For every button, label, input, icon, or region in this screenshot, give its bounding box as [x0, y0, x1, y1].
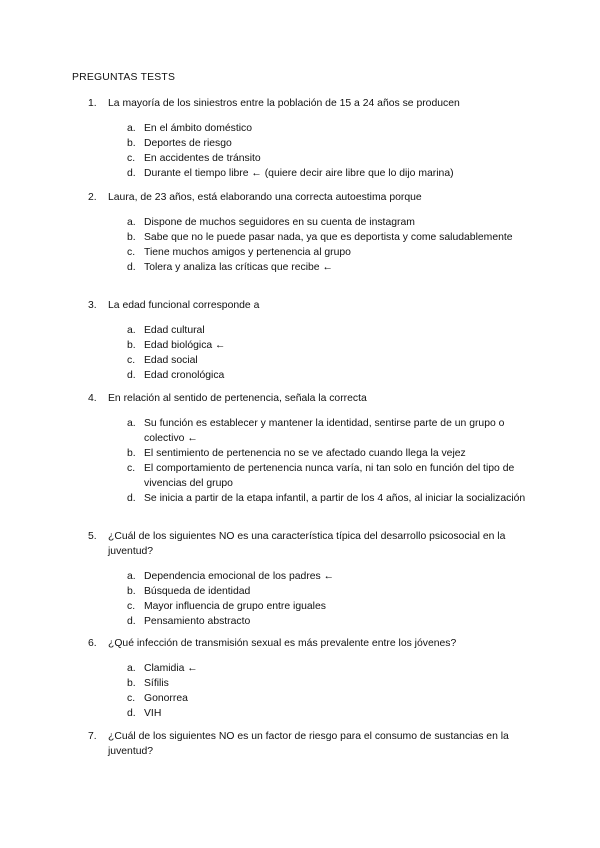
question-6	[0, 636, 600, 721]
question-7	[0, 729, 600, 759]
option-letter: b.	[127, 448, 136, 459]
option-item	[0, 353, 600, 368]
option-item	[0, 136, 600, 151]
option-text: Búsqueda de identidad	[144, 586, 251, 597]
option-letter: c.	[127, 153, 136, 164]
option-text: Mayor influencia de grupo entre iguales	[144, 601, 326, 612]
option-text: Sífilis	[144, 678, 169, 689]
question-number: 3.	[88, 300, 97, 311]
option-text: VIH	[144, 708, 162, 719]
question-1	[0, 96, 600, 181]
option-item	[0, 416, 600, 446]
option-item	[0, 676, 600, 691]
option-letter: c.	[127, 693, 136, 704]
question-text: La edad funcional corresponde a	[108, 300, 260, 311]
question-text: ¿Cuál de los siguientes NO es una característica típica del desarrollo psicosocial en la juventud?	[108, 531, 506, 557]
option-letter: d.	[127, 493, 136, 504]
option-item	[0, 584, 600, 599]
option-list	[0, 661, 600, 721]
option-item	[0, 706, 600, 721]
option-list	[0, 121, 600, 181]
option-item	[0, 491, 600, 506]
option-item	[0, 230, 600, 245]
question-text: Laura, de 23 años, está elaborando una correcta autoestima porque	[108, 192, 422, 203]
option-text: Dependencia emocional de los padres ←	[144, 571, 335, 582]
option-letter: d.	[127, 370, 136, 381]
option-text: Clamidia ←	[144, 663, 198, 674]
question-number: 6.	[88, 638, 97, 649]
option-text: Se inicia a partir de la etapa infantil, a partir de los 4 años, al iniciar la socialización	[144, 493, 526, 504]
option-list	[0, 416, 600, 506]
option-text: Edad biológica ←	[144, 340, 226, 351]
option-item	[0, 215, 600, 230]
question-number: 7.	[88, 731, 97, 742]
question-text: La mayoría de los siniestros entre la población de 15 a 24 años se producen	[108, 98, 460, 109]
option-letter: d.	[127, 168, 136, 179]
option-letter: d.	[127, 262, 136, 273]
question-2	[0, 190, 600, 275]
option-letter: a.	[127, 663, 136, 674]
option-item	[0, 614, 600, 629]
option-letter: b.	[127, 340, 136, 351]
question-text: ¿Qué infección de transmisión sexual es más prevalente entre los jóvenes?	[108, 638, 457, 649]
option-text: El sentimiento de pertenencia no se ve afectado cuando llega la vejez	[144, 448, 466, 459]
option-letter: a.	[127, 217, 136, 228]
option-letter: b.	[127, 678, 136, 689]
option-item	[0, 151, 600, 166]
option-letter: c.	[127, 601, 136, 612]
option-text: Pensamiento abstracto	[144, 616, 251, 627]
option-item	[0, 446, 600, 461]
option-list	[0, 569, 600, 629]
option-text: Dispone de muchos seguidores en su cuenta de instagram	[144, 217, 415, 228]
option-letter: c.	[127, 247, 136, 258]
question-5	[0, 529, 600, 629]
option-text: En accidentes de tránsito	[144, 153, 261, 164]
option-text: Gonorrea	[144, 693, 188, 704]
option-item	[0, 166, 600, 181]
option-text: Tiene muchos amigos y pertenencia al grupo	[144, 247, 351, 258]
question-number: 5.	[88, 531, 97, 542]
option-list	[0, 215, 600, 275]
option-item	[0, 260, 600, 275]
question-number: 2.	[88, 192, 97, 203]
option-text: En el ámbito doméstico	[144, 123, 253, 134]
option-item	[0, 461, 600, 491]
page-title: PREGUNTAS TESTS	[72, 72, 176, 83]
option-item	[0, 569, 600, 584]
option-text: Tolera y analiza las críticas que recibe ←	[144, 262, 333, 273]
question-4	[0, 391, 600, 506]
question-3	[0, 298, 600, 383]
option-letter: a.	[127, 325, 136, 336]
option-letter: d.	[127, 708, 136, 719]
option-letter: c.	[127, 463, 136, 474]
option-item	[0, 661, 600, 676]
option-item	[0, 691, 600, 706]
option-letter: d.	[127, 616, 136, 627]
option-item	[0, 338, 600, 353]
option-text: Deportes de riesgo	[144, 138, 232, 149]
option-letter: a.	[127, 571, 136, 582]
option-letter: b.	[127, 138, 136, 149]
option-text: Durante el tiempo libre ← (quiere decir aire libre que lo dijo marina)	[144, 168, 454, 179]
option-letter: b.	[127, 232, 136, 243]
question-number: 4.	[88, 393, 97, 404]
option-text: Edad cultural	[144, 325, 205, 336]
option-text: Edad social	[144, 355, 198, 366]
option-text: Edad cronológica	[144, 370, 225, 381]
option-item	[0, 368, 600, 383]
option-item	[0, 245, 600, 260]
option-text: El comportamiento de pertenencia nunca varía, ni tan solo en función del tipo de vivencias del grupo	[144, 463, 515, 489]
question-text: ¿Cuál de los siguientes NO es un factor de riesgo para el consumo de sustancias en la juventud?	[108, 731, 509, 757]
option-item	[0, 121, 600, 136]
option-item	[0, 323, 600, 338]
option-list	[0, 323, 600, 383]
option-letter: c.	[127, 355, 136, 366]
option-letter: b.	[127, 586, 136, 597]
option-text: Su función es establecer y mantener la identidad, sentirse parte de un grupo o colectivo ←	[144, 418, 505, 444]
question-text: En relación al sentido de pertenencia, señala la correcta	[108, 393, 367, 404]
question-number: 1.	[88, 98, 97, 109]
option-letter: a.	[127, 418, 136, 429]
option-letter: a.	[127, 123, 136, 134]
option-item	[0, 599, 600, 614]
option-text: Sabe que no le puede pasar nada, ya que es deportista y come saludablemente	[144, 232, 513, 243]
